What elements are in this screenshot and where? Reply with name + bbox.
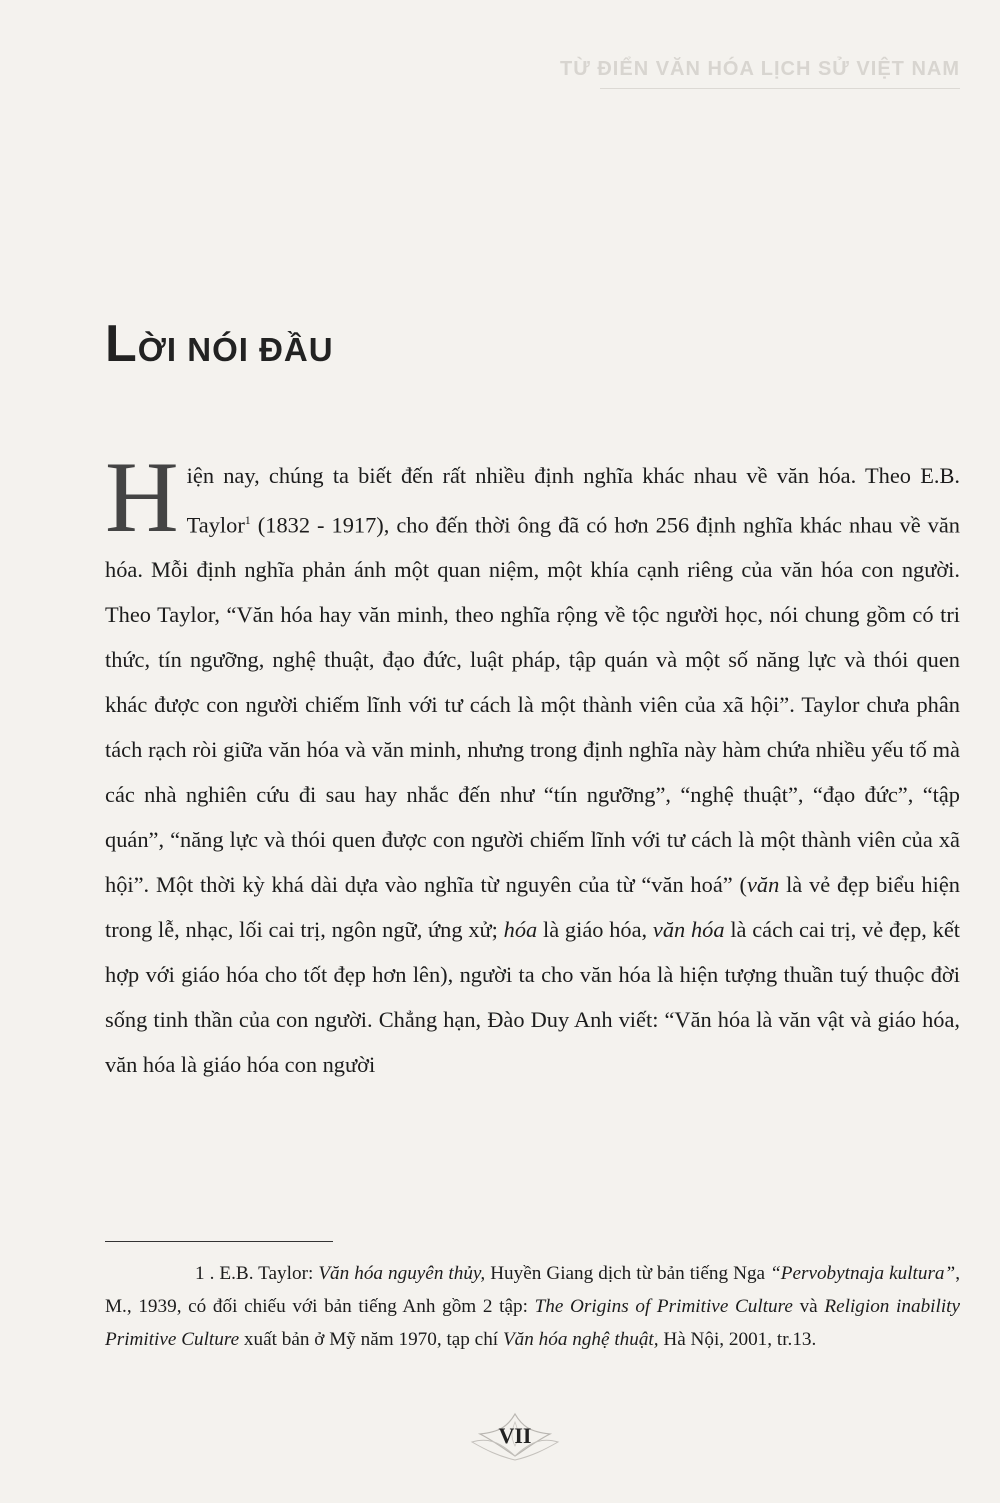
footnote-text-4: xuất bản ở Mỹ năm 1970, tạp chí [239, 1329, 503, 1350]
footnote-rule [105, 1241, 333, 1242]
footnote [105, 1257, 960, 1356]
page-number-ornament [470, 1412, 560, 1464]
body-segment-4: là giáo hóa, [537, 917, 653, 943]
footnote-text-2: , M., 1939, có đối chiếu với bản tiếng Anh gồm 2 tập: [105, 1263, 960, 1317]
body-text [105, 441, 961, 1087]
body-italic-3: văn hóa [652, 917, 725, 943]
title-initial: L [105, 315, 138, 373]
footnote-italic-5: Văn hóa nghệ thuật, [502, 1329, 659, 1350]
body-italic-2: hóa [503, 917, 538, 943]
header-rule [600, 88, 960, 89]
running-header: TỪ ĐIỂN VĂN HÓA LỊCH SỬ VIỆT NAM [559, 58, 960, 80]
drop-cap: H [105, 441, 179, 554]
footnote-italic-4: Religion inability Primitive Culture [105, 1296, 961, 1350]
footnote-text-3: và [792, 1296, 825, 1317]
chapter-title [105, 315, 334, 373]
body-segment-2: (1832 - 1917), cho đến thời ông đã có hơn 256 định nghĩa khác nhau về văn hóa. Mỗi định nghĩa phản ánh một quan niệm, một khía cạnh riêng của văn hóa con người. Theo Taylor, “Văn hóa hay văn minh, theo nghĩa rộng về tộc người học, nói chung gồm có tri thức, tín ngưỡng, nghệ thuật, đạo đức, luật pháp, tập quán và một số năng lực và thói quen khác được con người chiếm lĩnh với tư cách là một thành viên của xã hội”. Taylor chưa phân tách rạch ròi giữa văn hóa và văn minh, nhưng trong định nghĩa này hàm chứa nhiều yếu tố mà các nhà nghiên cứu đi sau hay nhắc đến như “tín ngưỡng”, “nghệ thuật”, “đạo đức”, “tập quán”, “năng lực và thói quen được con người chiếm lĩnh với tư cách là một thành viên của xã hội”. Một thời kỳ khá dài dựa vào nghĩa từ nguyên của từ “văn hoá” ( [105, 512, 960, 898]
footnote-reference: 1 [244, 513, 251, 527]
page-number: VII [498, 1423, 532, 1448]
footnote-italic-2: “Pervobytnaja kultura” [770, 1263, 956, 1284]
footnote-text-1: Huyền Giang dịch từ bản tiếng Nga [485, 1263, 771, 1284]
footnote-italic-1: Văn hóa nguyên thủy, [318, 1263, 486, 1284]
footnote-paragraph [105, 1257, 960, 1356]
body-segment-1: iện nay, chúng ta biết đến rất nhiều định nghĩa khác nhau về văn hóa. Theo E.B. Taylor [186, 463, 960, 538]
footnote-number: 1 . E.B. Taylor: [195, 1263, 319, 1284]
footnote-text-5: Hà Nội, 2001, tr.13. [658, 1329, 817, 1350]
body-segment-3: là vẻ đẹp biểu hiện trong lễ, nhạc, lối cai trị, ngôn ngữ, ứng xử; [105, 872, 960, 943]
footnote-italic-3: The Origins of Primitive Culture [534, 1296, 793, 1317]
body-italic-1: văn [746, 872, 780, 898]
body-paragraph [105, 441, 961, 1087]
title-rest: ỜI NÓI ĐẦU [137, 331, 334, 368]
body-segment-5: là cách cai trị, vẻ đẹp, kết hợp với giáo hóa cho tốt đẹp hơn lên), người ta cho văn hóa là hiện tượng thuần tuý thuộc đời sống tinh thần của con người. Chẳng hạn, Đào Duy Anh viết: “Văn hóa là văn vật và giáo hóa, văn hóa là giáo hóa con người [105, 917, 961, 1078]
